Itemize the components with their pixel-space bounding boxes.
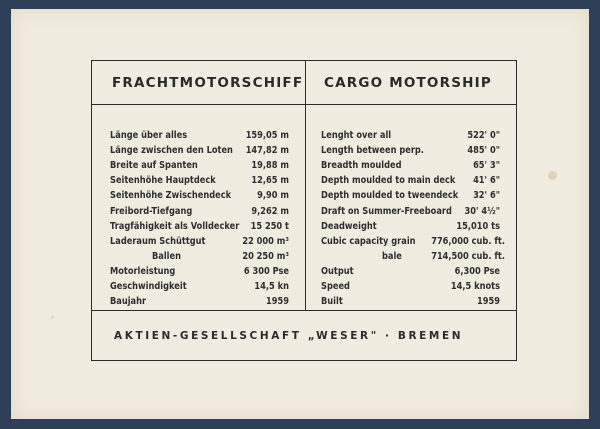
company-footer: AKTIEN-GESELLSCHAFT „WESER" · BREMEN: [114, 330, 464, 342]
spec-label: Depth moulded to tweendeck: [321, 190, 459, 202]
spec-value: 159,05 m: [245, 130, 289, 141]
spec-value: 15 250 t: [250, 220, 289, 232]
spec-label: Speed: [321, 281, 350, 292]
footer-divider: [92, 310, 516, 311]
spec-label: bale: [382, 250, 402, 262]
header-divider: [92, 104, 516, 105]
spec-label: Ballen: [152, 250, 181, 262]
spec-label: Seitenhöhe Zwischendeck: [110, 190, 232, 202]
spec-frame: [91, 60, 517, 361]
stain-spot: [548, 171, 557, 180]
german-heading: FRACHTMOTORSCHIFF: [112, 75, 304, 91]
spec-label: Breadth moulded: [321, 160, 402, 172]
spec-value: 41' 6": [473, 175, 500, 187]
spec-value: 65' 3": [473, 160, 500, 172]
spec-label: Built: [321, 296, 343, 308]
spec-value: 20 250 m³: [242, 250, 289, 262]
spec-label: Draft on Summer-Freeboard: [321, 205, 452, 217]
spec-value: 485' 0": [467, 145, 500, 157]
spec-label: Output: [321, 265, 354, 277]
stain-spot: [51, 316, 54, 319]
spec-label: Seitenhöhe Hauptdeck: [110, 175, 216, 187]
spec-value: 9,90 m: [257, 190, 289, 202]
spec-label: Länge zwischen den Loten: [110, 145, 233, 157]
spec-card: [11, 9, 589, 419]
spec-label: Length between perp.: [321, 145, 424, 157]
spec-value: 714,500 cub. ft.: [431, 250, 505, 262]
column-divider: [305, 61, 306, 311]
spec-value: 32' 6": [473, 190, 500, 202]
spec-value: 14,5 kn: [254, 281, 289, 292]
spec-label: Laderaum Schüttgut: [110, 235, 206, 247]
spec-label: Deadweight: [321, 220, 377, 232]
spec-label: Cubic capacity grain: [321, 235, 416, 247]
spec-label: Depth moulded to main deck: [321, 175, 456, 187]
spec-value: 30' 4½": [464, 205, 500, 217]
spec-value: 6,300 Pse: [454, 265, 500, 277]
spec-value: 1959: [477, 296, 500, 308]
spec-label: Baujahr: [110, 296, 147, 308]
spec-label: Freibord-Tiefgang: [110, 205, 193, 217]
spec-label: Lenght over all: [321, 130, 392, 141]
spec-value: 1959: [266, 296, 289, 308]
spec-label: Breite auf Spanten: [110, 160, 198, 172]
spec-value: 6 300 Pse: [243, 265, 289, 277]
spec-value: 147,82 m: [245, 145, 289, 157]
english-heading: CARGO MOTORSHIP: [324, 75, 492, 91]
spec-value: 776,000 cub. ft.: [431, 235, 505, 247]
spec-label: Länge über alles: [110, 130, 188, 141]
spec-value: 522' 0": [467, 130, 500, 141]
spec-value: 12,65 m: [251, 175, 289, 187]
spec-value: 19,88 m: [251, 160, 289, 172]
spec-value: 9,262 m: [251, 205, 289, 217]
spec-value: 15,010 ts: [456, 220, 500, 232]
spec-label: Tragfähigkeit als Volldecker: [110, 220, 240, 232]
spec-value: 14,5 knots: [450, 281, 500, 292]
spec-label: Geschwindigkeit: [110, 281, 187, 292]
spec-label: Motorleistung: [110, 265, 176, 277]
spec-value: 22 000 m³: [242, 235, 289, 247]
